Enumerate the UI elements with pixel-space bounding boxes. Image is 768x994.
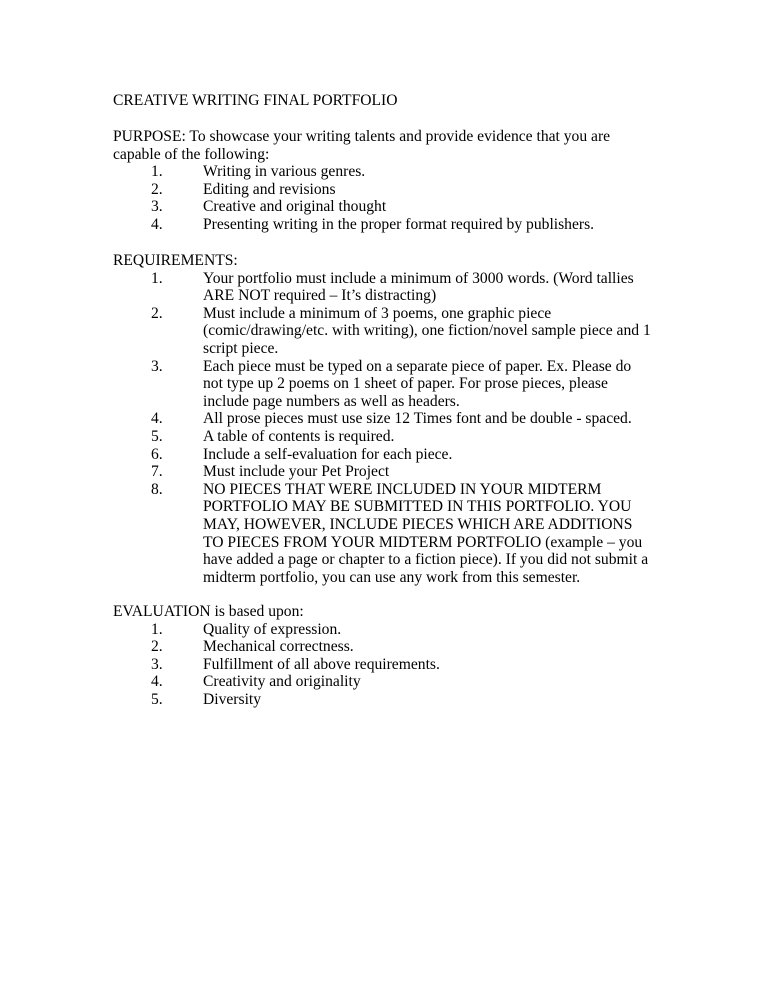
item-number: 3. [151,655,163,673]
item-number: 5. [151,690,163,708]
item-text: A table of contents is required. [203,427,395,445]
list-item [113,270,658,305]
item-text: Must include your Pet Project [203,463,390,481]
document-title: CREATIVE WRITING FINAL PORTFOLIO [113,92,398,109]
list-item [113,216,658,234]
list-item [113,656,658,674]
list-item [113,463,658,481]
item-number: 8. [151,480,163,498]
item-number: 6. [151,445,163,463]
item-text: Each piece must be typed on a separate piece of paper. Ex. Please do not type up 2 poems on 1 sheet of paper. For prose pieces, please include page numbers as well as headers. [203,357,632,410]
item-number: 4. [151,673,163,691]
item-number: 3. [151,357,163,375]
item-number: 5. [151,427,163,445]
purpose-lead: PURPOSE: To showcase your writing talents and provide evidence that you are capable of the following: [113,128,611,163]
item-text: Creativity and originality [203,673,361,691]
item-text: Mechanical correctness. [203,638,354,656]
list-item [113,638,658,656]
item-text: Quality of expression. [203,620,342,638]
list-item [113,163,658,181]
requirements-lead: REQUIREMENTS: [113,252,238,269]
item-text: Presenting writing in the proper format required by publishers. [203,215,595,233]
list-item [113,410,658,428]
list-item [113,358,658,411]
item-number: 7. [151,463,163,481]
list-item [113,446,658,464]
evaluation-list [113,621,658,709]
item-number: 1. [151,163,163,181]
item-text: Include a self-evaluation for each piece. [203,445,453,463]
requirements-list [113,270,658,587]
item-text: All prose pieces must use size 12 Times font and be double - spaced. [203,410,632,428]
item-number: 4. [151,215,163,233]
evaluation-lead: EVALUATION is based upon: [113,603,304,620]
item-text: Editing and revisions [203,180,336,198]
purpose-list [113,163,658,233]
list-item [113,181,658,199]
item-text: Must include a minimum of 3 poems, one graphic piece (comic/drawing/etc. with writing), one fiction/novel sample piece and 1 script piece. [203,304,651,357]
item-text: Your portfolio must include a minimum of 3000 words. (Word tallies ARE NOT required – It’s distracting) [203,269,634,305]
list-item [113,691,658,709]
list-item [113,481,658,587]
list-item [113,621,658,639]
requirements-section [113,252,658,586]
item-text: NO PIECES THAT WERE INCLUDED IN YOUR MIDTERM PORTFOLIO MAY BE SUBMITTED IN THIS PORTFOLIO. YOU MAY, HOWEVER, INCLUDE PIECES WHICH ARE ADDITIONS TO PIECES FROM YOUR MIDTERM PORTFOLIO (example – you have added a page or chapter to a fiction piece). If you did not submit a midterm portfolio, you can use any work from this semester. [203,480,649,586]
item-number: 1. [151,620,163,638]
list-item [113,305,658,358]
item-number: 2. [151,638,163,656]
item-number: 3. [151,198,163,216]
list-item [113,673,658,691]
list-item [113,198,658,216]
item-text: Fulfillment of all above requirements. [203,655,440,673]
item-number: 4. [151,410,163,428]
item-text: Creative and original thought [203,198,387,216]
purpose-section [113,128,658,234]
item-number: 2. [151,180,163,198]
list-item [113,428,658,446]
item-text: Diversity [203,690,262,708]
evaluation-section [113,603,658,709]
item-number: 1. [151,269,163,287]
item-text: Writing in various genres. [203,163,366,181]
item-number: 2. [151,304,163,322]
